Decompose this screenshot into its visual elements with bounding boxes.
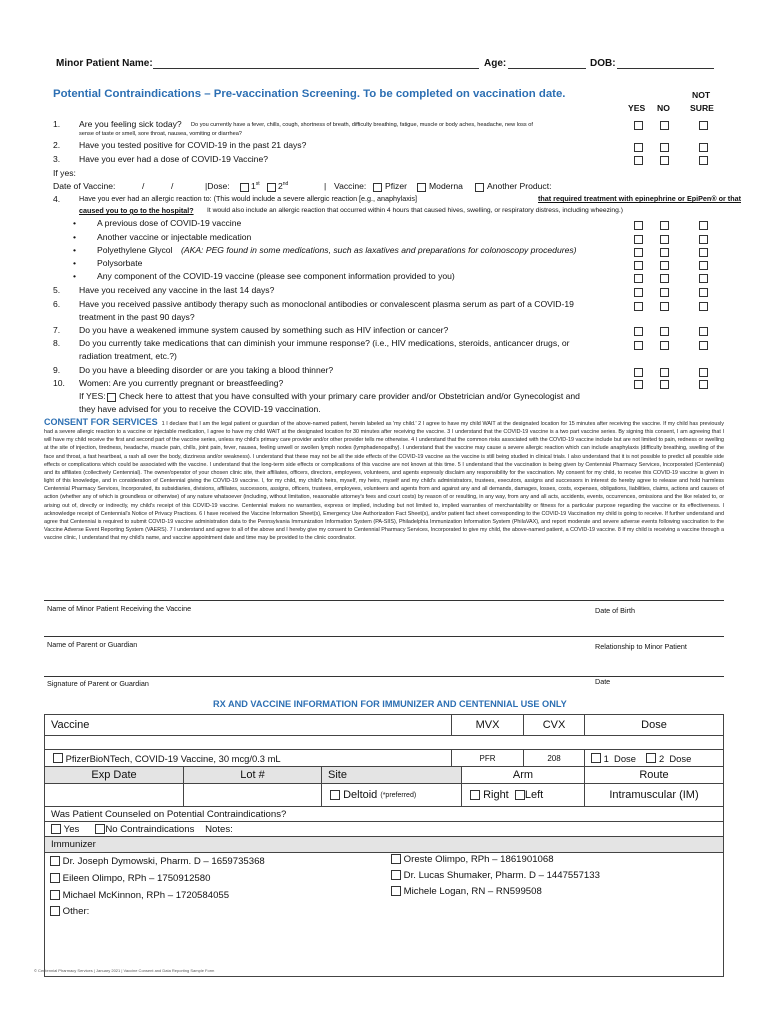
dose-2nd-label: 2nd <box>278 181 289 191</box>
immunizer-logan[interactable]: Michele Logan, RN – RN599508 <box>391 886 542 897</box>
exp-date-header: Exp Date <box>44 766 184 784</box>
q4-another-vaccine-yes-checkbox[interactable] <box>634 235 643 244</box>
moderna-label: Moderna <box>429 181 463 191</box>
lot-header: Lot # <box>183 766 322 784</box>
q4-polysorbate-notsure-checkbox[interactable] <box>699 261 708 270</box>
vaccine-history-row <box>53 182 115 192</box>
q8-text-a: Do you currently take medications that can diminish your immune response? (i.e., HIV medications, steroids, anticancer drugs, or <box>79 338 570 348</box>
q2-number: 2. <box>53 140 61 150</box>
dob-field[interactable] <box>617 68 714 69</box>
q7-yes-checkbox[interactable] <box>634 327 643 336</box>
q2-no-checkbox[interactable] <box>660 143 669 152</box>
q9-text: Do you have a bleeding disorder or are you taking a blood thinner? <box>79 365 334 375</box>
screening-title: Potential Contraindications – Pre-vaccination Screening. To be completed on vaccination date. <box>53 88 566 100</box>
q5-yes-checkbox[interactable] <box>634 288 643 297</box>
q6-number: 6. <box>53 299 61 309</box>
vaccine-value-cell <box>44 749 452 767</box>
q10-notsure-checkbox[interactable] <box>699 380 708 389</box>
age-field[interactable] <box>508 68 586 69</box>
q10-attest-checkbox[interactable] <box>107 393 116 402</box>
date-slash-2: / <box>171 181 174 191</box>
another-product-label: Another Product: <box>487 181 552 191</box>
q5-notsure-checkbox[interactable] <box>699 288 708 297</box>
pipe-separator: | <box>324 181 327 191</box>
q4-component-no-checkbox[interactable] <box>660 274 669 283</box>
dose-1st-checkbox[interactable] <box>240 183 249 192</box>
bullet-another-vaccine: Another vaccine or injectable medication <box>97 232 252 242</box>
mvx-value: PFR <box>451 749 524 767</box>
q6-yes-checkbox[interactable] <box>634 302 643 311</box>
signature-label: Signature of Parent or Guardian <box>47 679 149 688</box>
counseled-question: Was Patient Counseled on Potential Contraindications? <box>44 806 724 822</box>
consent-block <box>44 418 724 542</box>
bullet-peg-note: (AKA: PEG found in some medications, such as laxatives and preparations for colonoscopy procedures) <box>181 245 577 255</box>
q1-no-checkbox[interactable] <box>660 121 669 130</box>
q7-text: Do you have a weakened immune system caused by something such as HIV infection or cancer? <box>79 325 449 335</box>
dose-header: Dose <box>584 714 724 736</box>
q4-peg-no-checkbox[interactable] <box>660 248 669 257</box>
arm-value: Right Left <box>461 783 585 807</box>
q9-yes-checkbox[interactable] <box>634 368 643 377</box>
dose-options: 1 Dose 2 Dose <box>584 749 724 767</box>
counseled-yes-checkbox[interactable] <box>51 824 61 834</box>
exp-date-field[interactable] <box>44 783 184 807</box>
date-label: Date <box>595 677 611 686</box>
parent-name-label: Name of Parent or Guardian <box>47 640 138 649</box>
rx-spacer-row <box>44 735 724 750</box>
age-label: Age: <box>484 58 507 69</box>
q4-component-yes-checkbox[interactable] <box>634 274 643 283</box>
site-value: Deltoid (*preferred) <box>321 783 462 807</box>
q1-text: Are you feeling sick today? <box>79 119 182 129</box>
q7-number: 7. <box>53 325 61 335</box>
q7-notsure-checkbox[interactable] <box>699 327 708 336</box>
relationship-label: Relationship to Minor Patient <box>595 642 687 651</box>
arm-header: Arm <box>461 766 585 784</box>
dose2-checkbox[interactable] <box>646 753 656 763</box>
if-yes-label: If yes: <box>53 168 76 178</box>
rx-title: RX AND VACCINE INFORMATION FOR IMMUNIZER AND CENTENNIAL USE ONLY <box>213 699 567 709</box>
bullet-component: Any component of the COVID-19 vaccine (please see component information provided to you) <box>97 271 455 281</box>
q4-polysorbate-no-checkbox[interactable] <box>660 261 669 270</box>
col-sure-label: SURE <box>690 103 714 113</box>
immunizer-mckinnon[interactable]: Michael McKinnon, RPh – 1720584055 <box>50 890 229 901</box>
q4-polysorbate-yes-checkbox[interactable] <box>634 261 643 270</box>
another-product-checkbox[interactable] <box>475 183 484 192</box>
pfizer-label: Pfizer <box>385 181 407 191</box>
cvx-value: 208 <box>523 749 585 767</box>
dose1-checkbox[interactable] <box>591 753 601 763</box>
bullet-previous-dose: A previous dose of COVID-19 vaccine <box>97 218 242 228</box>
q3-yes-checkbox[interactable] <box>634 156 643 165</box>
route-value: Intramuscular (IM) <box>584 783 724 807</box>
q4-text-c: caused you to go to the hospital? <box>79 206 194 215</box>
consent-heading: CONSENT FOR SERVICES <box>44 417 158 427</box>
parent-name-field[interactable] <box>44 636 724 637</box>
q10-yes-checkbox[interactable] <box>634 380 643 389</box>
dob-signature-label: Date of Birth <box>595 606 635 615</box>
q8-yes-checkbox[interactable] <box>634 341 643 350</box>
counseled-options: Yes No Contraindications Notes: <box>44 821 724 837</box>
immunizer-other[interactable]: Other: <box>50 906 89 917</box>
q4-another-vaccine-no-checkbox[interactable] <box>660 235 669 244</box>
q1-detail-2: sense of taste or smell, sore throat, nausea, vomiting or diarrhea? <box>79 131 242 137</box>
immunizer-list <box>44 852 724 977</box>
q1-number: 1. <box>53 119 61 129</box>
dose-2nd-checkbox[interactable] <box>267 183 276 192</box>
q10-ifyes-label: If YES: <box>79 391 106 401</box>
q4-previous-dose-yes-checkbox[interactable] <box>634 221 643 230</box>
q8-text-b: radiation treatment, etc.?) <box>79 351 177 361</box>
q5-no-checkbox[interactable] <box>660 288 669 297</box>
immunizer-eileen-olimpo[interactable]: Eileen Olimpo, RPh – 1750912580 <box>50 873 210 884</box>
q4-text-d: It would also include an allergic reaction that occurred within 4 hours that caused hives, swelling, or respiratory distress, including wheezing.) <box>207 207 623 214</box>
q2-notsure-checkbox[interactable] <box>699 143 708 152</box>
q3-notsure-checkbox[interactable] <box>699 156 708 165</box>
minor-patient-label: Minor Patient Name: <box>56 58 153 69</box>
q4-component-notsure-checkbox[interactable] <box>699 274 708 283</box>
immunizer-shumaker[interactable]: Dr. Lucas Shumaker, Pharm. D – 1447557133 <box>391 870 600 881</box>
q6-no-checkbox[interactable] <box>660 302 669 311</box>
q1-notsure-checkbox[interactable] <box>699 121 708 130</box>
immunizer-dymowski[interactable]: Dr. Joseph Dymowski, Pharm. D – 1659735368 <box>50 856 265 867</box>
q4-text-b: that required treatment with epinephrine or EpiPen® or that <box>538 194 741 203</box>
vaccine-label: Vaccine: <box>334 181 367 191</box>
signature-field[interactable] <box>44 676 724 677</box>
q6-notsure-checkbox[interactable] <box>699 302 708 311</box>
deltoid-checkbox[interactable] <box>330 790 340 800</box>
q6-text-a: Have you received passive antibody therapy such as monoclonal antibodies or convalescent plasma serum as part of a COVID-19 <box>79 299 574 309</box>
q5-text: Have you received any vaccine in the last 14 days? <box>79 285 275 295</box>
route-header: Route <box>584 766 724 784</box>
q4-peg-notsure-checkbox[interactable] <box>699 248 708 257</box>
q4-text-a: Have you ever had an allergic reaction to: (This would include a severe allergic reaction [e.g., anaphylaxis] <box>79 194 417 203</box>
q6-text-b: treatment in the past 90 days? <box>79 312 195 322</box>
left-arm-checkbox[interactable] <box>515 790 525 800</box>
q4-previous-dose-notsure-checkbox[interactable] <box>699 221 708 230</box>
q4-previous-dose-no-checkbox[interactable] <box>660 221 669 230</box>
immunizer-oreste-olimpo[interactable]: Oreste Olimpo, RPh – 1861901068 <box>391 854 554 865</box>
cvx-header: CVX <box>523 714 585 736</box>
col-no-label: NO <box>657 103 670 113</box>
consent-text: 1 I declare that I am the legal patient or guardian of the above-named patient, herein labeled as 'my child.' 2 I agree to have my child WAIT at the designated location for 15 minutes after receiving the vaccine. If my child has previously had a severe allergic reaction to a vaccine or injectable medication, I agree to have my child WAIT at the designated location for 30 minutes after receiving the vaccine. 3 I understand that the COVID-19 vaccine is a two part vaccine series. By signing this consent, I am agreeing that I will have my child receive the first and second part of the vaccine series, unless my child's primary care provider and/or other provider tells me otherwise. 4 I understand that the common risks associated with the COVID-19 vaccine include but are not limited to pain, redness or swelling at the site of injection, tiredness, headache, muscle pain, chills, joint pain, fever, nausea, feeling unwell or swollen lymph nodes (lymphadenopathy). I understand that the vaccine may cause a severe allergic reaction which can include anaphylaxis (difficulty breathing, swelling of the face and throat, a fast heartbeat, a rash all over the body, dizziness and/or weakness). I understand that these may not be all the side effects of the COVID-19 vaccine as the vaccine is still being studied in clinical trials. I also understand that it is not possible to predict all possible side effects or complications which could be associated with the vaccine. I understand that the long-term side effects or complications of this vaccine are not known at this time. 5 I understand that the vaccination is being given by Centennial Pharmacy Services, Incorporated (Centennial) and its affiliates (collectively Centennial). The owner/operator of your chosen clinic site, their affiliates, officers, directors, employees, volunteers, and agents expressly disclaim any responsibility for the vaccination. My consent for my child, to receive this COVID-19 vaccine is given in light of this knowledge, and in consideration of Centennial giving the COVID-19 vaccine. I, for my child, my child's heirs, myself, my heirs, myself and my child's administrators, trustees, executors, assigns and successors in interest do hereby agree to release and hold harmless Centennial Pharmacy Services, Incorporated, its subsidiaries, divisions, affiliates, successors, assigns, officers, trustees, employees, volunteers and agents from and against any and all demands, damages, losses, costs, expenses, obligations, liabilities, claims, actions and causes of action (whether any of which is groundless or otherwise) of any nature whatsoever (including, without limitation, reasonable attorney's fees and court costs) by reason of or resulting, in any way, from any and all acts, accidents, events, occurrences, omissions and the like related to, or arising out of, directly or indirectly, my child's receipt of this COVID-19 vaccine. Centennial makes no warranties, express or implied, including but not limited to, implied warranties of merchantability or fitness for a particular purpose regarding the vaccine or its effectiveness. I acknowledge receipt of Centennial's Notice of Privacy Practices. 6 I have received the Vaccine Information Sheet(s), Emergency Use Authorization Fact Sheet(s), and/or patient fact sheet corresponding to the COVID-19 Vaccination my child is going to receive. If further understand and agree that Centennial is required to submit COVID-19 vaccine administration data to the Pennsylvania Immunization Information System (PA-SIIS), Philadelphia Immunization Information System (PhilaVAX), and report moderate and severe adverse events following vaccination to the Vaccine Adverse Event Reporting System (VAERS). 7 I understand and agree to all of the above and I hereby give my consent to Centennial Pharmacy Services, Incorporated to give my child, the above-named patient, a COVID-19 vaccine. 8 If my child is receiving a vaccine through a vaccine clinic, I understand that my child's name, and vaccine appointment date and time may be provided to the clinic coordinator. <box>44 421 724 542</box>
q2-yes-checkbox[interactable] <box>634 143 643 152</box>
date-of-vaccine-label: Date of Vaccine: <box>53 181 116 191</box>
footer-note: © Centennial Pharmacy Services | January 2021 | Vaccine Consent and Data Reporting Sample Form <box>34 968 215 973</box>
no-contraindications-checkbox[interactable] <box>95 824 105 834</box>
q10-no-checkbox[interactable] <box>660 380 669 389</box>
dose-1st-label: 1st <box>251 181 260 191</box>
vaccine-header: Vaccine <box>44 714 452 736</box>
q10-text: Women: Are you currently pregnant or breastfeeding? <box>79 378 284 388</box>
q2-text: Have you tested positive for COVID-19 in the past 21 days? <box>79 140 307 150</box>
right-arm-checkbox[interactable] <box>470 790 480 800</box>
bullet-polysorbate: Polysorbate <box>97 258 143 268</box>
q9-notsure-checkbox[interactable] <box>699 368 708 377</box>
q9-no-checkbox[interactable] <box>660 368 669 377</box>
minor-patient-field[interactable] <box>153 68 479 69</box>
pfizer-checkbox[interactable] <box>373 183 382 192</box>
immunizer-header: Immunizer <box>44 836 724 853</box>
q8-no-checkbox[interactable] <box>660 341 669 350</box>
vaccine-value: PfizerBioNTech, COVID-19 Vaccine, 30 mcg/0.3 mL <box>65 752 281 764</box>
moderna-checkbox[interactable] <box>417 183 426 192</box>
q4-another-vaccine-notsure-checkbox[interactable] <box>699 235 708 244</box>
q1-detail: Do you currently have a fever, chills, cough, shortness of breath, difficulty breathing, fatigue, muscle or body aches, headache, new loss of <box>191 122 533 128</box>
col-not-label: NOT <box>692 90 711 100</box>
date-slash-1: / <box>142 181 145 191</box>
mvx-header: MVX <box>451 714 524 736</box>
dose-label: |Dose: <box>205 181 230 191</box>
q3-number: 3. <box>53 154 61 164</box>
lot-field[interactable] <box>183 783 322 807</box>
q4-peg-yes-checkbox[interactable] <box>634 248 643 257</box>
q7-no-checkbox[interactable] <box>660 327 669 336</box>
q10-attest-text-2: they have advised for you to receive the COVID-19 vaccination. <box>79 404 321 414</box>
q9-number: 9. <box>53 365 61 375</box>
q4-number: 4. <box>53 194 61 204</box>
col-yes-label: YES <box>628 103 646 113</box>
q1-yes-checkbox[interactable] <box>634 121 643 130</box>
q8-notsure-checkbox[interactable] <box>699 341 708 350</box>
q10-number: 10. <box>53 378 65 388</box>
q10-attest-text: Check here to attest that you have consulted with your primary care provider and/or Obstetrician and/or Gynecologist and <box>119 391 580 401</box>
site-header: Site <box>321 766 462 784</box>
minor-name-label: Name of Minor Patient Receiving the Vaccine <box>47 604 192 613</box>
q8-number: 8. <box>53 338 61 348</box>
q3-text: Have you ever had a dose of COVID-19 Vaccine? <box>79 154 269 164</box>
dob-label: DOB: <box>590 58 616 69</box>
vaccine-checkbox[interactable] <box>53 753 63 763</box>
q3-no-checkbox[interactable] <box>660 156 669 165</box>
q5-number: 5. <box>53 285 61 295</box>
bullet-peg: Polyethylene Glycol <box>97 245 173 255</box>
minor-name-field[interactable] <box>44 600 724 601</box>
